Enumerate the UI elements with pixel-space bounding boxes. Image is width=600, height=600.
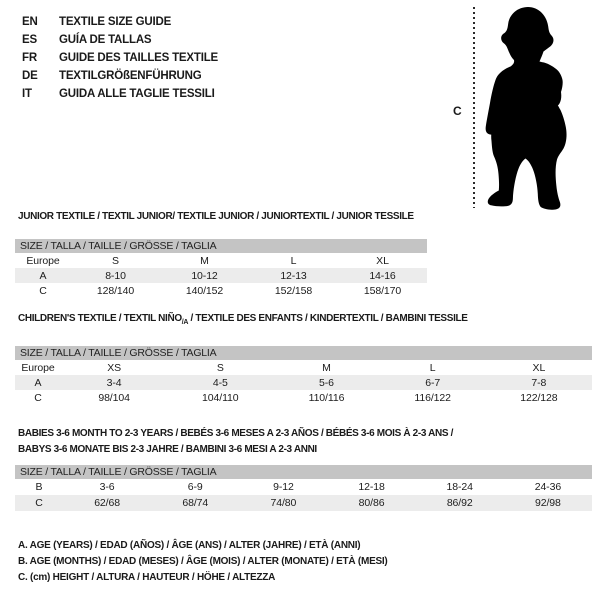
row-label: A [34,376,42,389]
size-cell: 9-12 [273,481,294,493]
lang-row-fr [22,49,218,67]
babies-textile-section [15,426,592,511]
children-textile-section [15,313,592,405]
size-cell: XL [376,254,389,267]
title-text: / TEXTILE DES ENFANTS / KINDERTEXTIL / BAMBINI TESSILE [188,313,468,324]
row-label: C [39,284,47,297]
height-measure-dashed-line [473,7,475,208]
size-cell: 6-9 [187,481,203,493]
table-row [15,360,592,375]
row-label: C [34,391,42,404]
size-cell: L [290,254,297,267]
size-cell: 4-5 [212,376,228,389]
table-row [15,283,427,298]
size-cell: 18-24 [446,481,473,493]
babies-title-line2: BABYS 3-6 MONATE BIS 2-3 JAHRE / BAMBINI 3-6 MESI A 2-3 ANNI [18,444,317,455]
lang-label: GUIDA ALLE TAGLIE TESSILI [59,88,215,100]
table-row [15,479,592,495]
size-cell: 3-4 [106,376,122,389]
size-cell: 3-6 [99,481,115,493]
title-text: CHILDREN'S TEXTILE / TEXTIL NIÑO [18,313,182,324]
size-cell: 86/92 [446,497,473,509]
lang-row-en [22,13,218,31]
junior-textile-section [15,211,427,298]
size-cell: S [216,361,224,374]
table-row [15,390,592,405]
size-cell: 128/140 [96,284,135,297]
table-row [15,253,427,268]
lang-code: DE [22,70,38,82]
lang-label: TEXTILGRÖßENFÜHRUNG [59,70,202,82]
row-label: B [35,481,43,493]
footnote-c: C. (cm) HEIGHT / ALTURA / HAUTEUR / HÖHE / ALTEZZA [18,572,276,583]
size-cell: XL [532,361,546,374]
row-label: Europe [26,254,60,267]
size-cell: 80/86 [358,497,385,509]
babies-title-line1: BABIES 3-6 MONTH TO 2-3 YEARS / BEBÉS 3-6 MESES A 2-3 AÑOS / BÉBÉS 3-6 MOIS À 2-3 ANS / [18,428,454,439]
table-row [15,495,592,511]
footnote-a: A. AGE (YEARS) / EDAD (AÑOS) / ÂGE (ANS) / ALTER (JAHRE) / ETÀ (ANNI) [18,540,361,551]
footnotes [18,538,388,586]
size-cell: 62/68 [94,497,120,509]
children-table-title [15,313,592,329]
size-cell: 92/98 [535,497,561,509]
size-cell: 98/104 [98,391,130,404]
size-cell: 140/152 [185,284,224,297]
size-cell: 74/80 [270,497,297,509]
table-row [15,268,427,283]
toddler-silhouette-image [477,6,579,212]
height-measure-label: C [453,104,462,118]
junior-size-table [15,253,427,298]
lang-row-es [22,31,218,49]
size-cell: 122/128 [520,391,558,404]
lang-row-it [22,85,218,103]
size-cell: 10-12 [191,269,218,282]
title-subscript: /A [181,319,189,326]
lang-label: TEXTILE SIZE GUIDE [59,16,172,28]
size-cell: XS [107,361,121,374]
babies-table-title [15,426,592,458]
lang-code: IT [22,88,32,100]
size-cell: L [429,361,436,374]
lang-label: GUIDE DES TAILLES TEXTILE [59,52,218,64]
size-cell: 12-18 [358,481,385,493]
babies-size-table [15,479,592,511]
lang-code: FR [22,52,37,64]
lang-row-de [22,67,218,85]
size-cell: M [200,254,209,267]
lang-code: ES [22,34,37,46]
size-cell: 152/158 [274,284,313,297]
size-cell: 68/74 [182,497,209,509]
row-label: C [35,497,43,509]
size-cell: 104/110 [202,391,239,404]
size-cell: 14-16 [369,269,396,282]
size-header-bar: SIZE / TALLA / TAILLE / GRÖSSE / TAGLIA [15,346,592,360]
size-cell: 158/170 [363,284,402,297]
size-cell: 8-10 [105,269,126,282]
size-header-bar: SIZE / TALLA / TAILLE / GRÖSSE / TAGLIA [15,239,427,253]
size-cell: 12-13 [280,269,307,282]
table-row [15,375,592,390]
children-size-table [15,360,592,405]
size-cell: 5-6 [319,376,334,389]
language-guide-list [22,13,218,103]
size-cell: 6-7 [425,376,441,389]
size-cell: 7-8 [531,376,547,389]
lang-code: EN [22,16,38,28]
footnote-b: B. AGE (MONTHS) / EDAD (MESES) / ÂGE (MOIS) / ALTER (MONATE) / ETÀ (MESI) [18,556,388,567]
size-cell: 116/122 [414,391,451,404]
junior-table-title: JUNIOR TEXTILE / TEXTIL JUNIOR/ TEXTILE JUNIOR / JUNIORTEXTIL / JUNIOR TESSILE [18,211,414,222]
row-label: A [39,269,47,282]
row-label: Europe [21,361,55,374]
size-cell: S [112,254,119,267]
size-header-bar: SIZE / TALLA / TAILLE / GRÖSSE / TAGLIA [15,465,592,479]
lang-label: GUÍA DE TALLAS [59,34,152,46]
size-cell: 110/116 [308,391,345,404]
size-cell: M [322,361,331,374]
size-cell: 24-36 [534,481,562,493]
